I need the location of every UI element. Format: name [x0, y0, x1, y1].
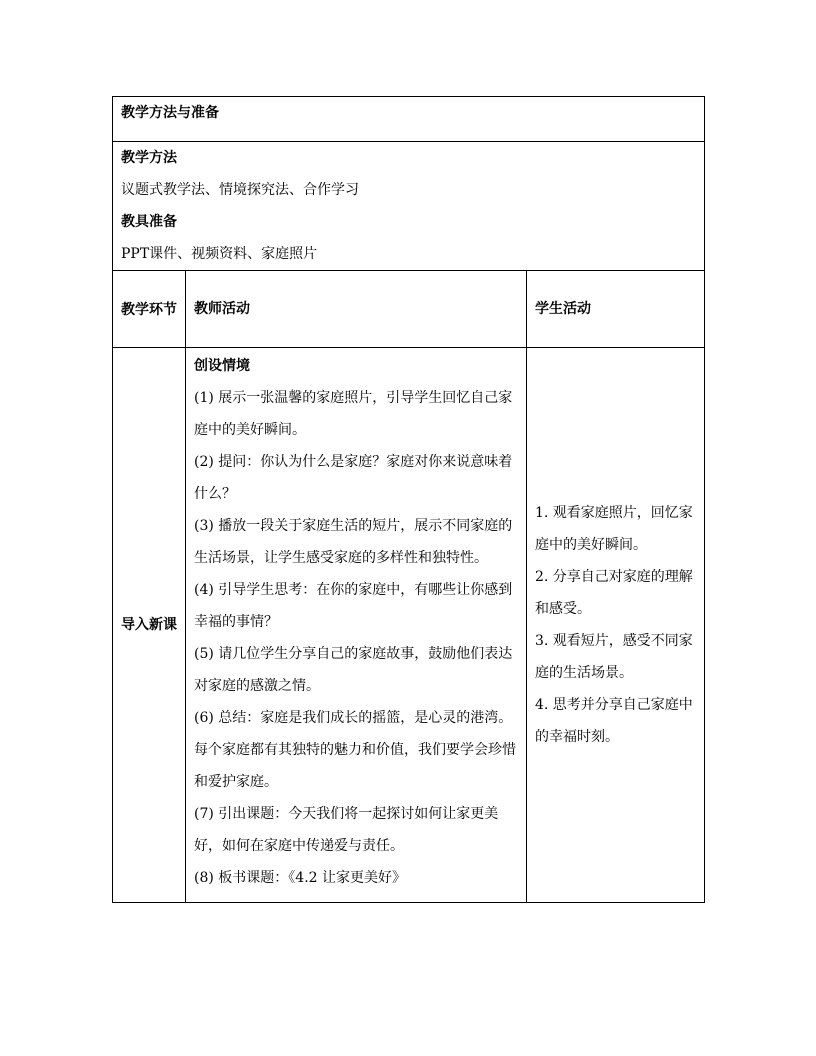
table-header-row	[113, 271, 705, 348]
student-item: 4. 思考并分享自己家庭中的幸福时刻。	[535, 697, 693, 745]
header-student: 学生活动	[527, 271, 705, 348]
methods-content: 议题式教学法、情境探究法、合作学习	[121, 182, 359, 198]
teacher-item: (1) 展示一张温馨的家庭照片，引导学生回忆自己家庭中的美好瞬间。	[194, 390, 513, 438]
lesson-plan-page	[112, 96, 704, 903]
section-title: 教学方法与准备	[113, 97, 705, 142]
lesson-plan-table	[112, 96, 705, 903]
preparation-cell	[113, 142, 705, 271]
teacher-heading: 创设情境	[194, 358, 250, 374]
preparation-row	[113, 142, 705, 271]
student-item: 3. 观看短片，感受不同家庭的生活场景。	[535, 633, 693, 681]
intro-teacher-activities	[186, 348, 527, 903]
methods-heading: 教学方法	[121, 150, 177, 166]
section-title-row	[113, 97, 705, 142]
student-item: 1. 观看家庭照片，回忆家庭中的美好瞬间。	[535, 505, 693, 553]
intro-row	[113, 348, 705, 903]
teacher-item: (4) 引导学生思考：在你的家庭中，有哪些让你感到幸福的事情？	[194, 582, 513, 630]
intro-student-activities	[527, 348, 705, 903]
teacher-item: (7) 引出课题：今天我们将一起探讨如何让家更美好，如何在家庭中传递爱与责任。	[194, 806, 499, 854]
teacher-item: (8) 板书课题：《4.2 让家更美好》	[194, 870, 406, 886]
teacher-item: (5) 请几位学生分享自己的家庭故事，鼓励他们表达对家庭的感激之情。	[194, 646, 513, 694]
student-item: 2. 分享自己对家庭的理解和感受。	[535, 569, 693, 617]
intro-stage: 导入新课	[113, 348, 186, 903]
teacher-item: (2) 提问：你认为什么是家庭？家庭对你来说意味着什么？	[194, 454, 513, 502]
teacher-item: (6) 总结：家庭是我们成长的摇篮，是心灵的港湾。每个家庭都有其独特的魅力和价值，我们要学会珍惜和爱护家庭。	[194, 710, 516, 790]
tools-heading: 教具准备	[121, 214, 177, 230]
tools-content: PPT课件、视频资料、家庭照片	[121, 246, 318, 262]
header-teacher: 教师活动	[186, 271, 527, 348]
header-stage: 教学环节	[113, 271, 186, 348]
teacher-item: (3) 播放一段关于家庭生活的短片，展示不同家庭的生活场景，让学生感受家庭的多样性和独特性。	[194, 518, 513, 566]
